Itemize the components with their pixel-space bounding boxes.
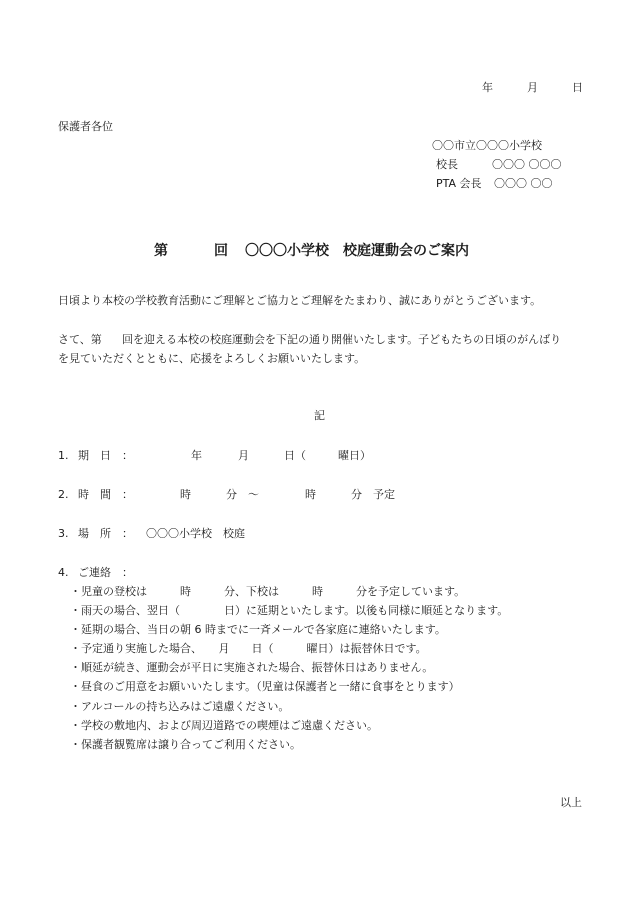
list-item: ・児童の登校は 時 分、下校は 時 分を予定しています。 [70, 585, 466, 598]
item-date-year: 年 [191, 449, 202, 462]
list-item: ・順延が続き、運動会が平日に実施された場合、振替休日はありません。 [70, 661, 434, 674]
title-dai: 第 [154, 243, 168, 259]
sender-principal-label: 校長 [436, 158, 458, 171]
sender-principal-name: 〇〇〇 〇〇〇 [492, 158, 562, 171]
list-item: ・学校の敷地内、および周辺道路での喫煙はご遠慮ください。 [70, 719, 378, 732]
sender-pta-label: PTA 会長 [436, 177, 482, 190]
item-time-yotei: 予定 [373, 488, 395, 501]
item-place-value: 〇〇〇小学校 校庭 [146, 527, 245, 540]
list-item: ・予定通り実施した場合、 月 日（ 曜日）は振替休日です。 [70, 642, 427, 655]
item-place-label: 場 所 ： [78, 527, 133, 540]
item-notes-number: 4. [58, 566, 69, 579]
page-title: 〇〇〇小学校 校庭運動会のご案内 [245, 243, 469, 259]
ki-heading: 記 [314, 409, 325, 422]
list-item: ・延期の場合、当日の朝 6 時までに一斉メールで各家庭に連絡いたします。 [70, 623, 446, 636]
item-time-label: 時 間 ： [78, 488, 133, 501]
date-month-label: 月 [527, 81, 538, 94]
sender-school: 〇〇市立〇〇〇小学校 [432, 139, 542, 152]
title-kai: 回 [214, 243, 228, 259]
list-item: ・昼食のご用意をお願いいたします。（児童は保護者と一緒に食事をとります） [70, 680, 460, 693]
item-place-number: 3. [58, 527, 69, 540]
item-date-month: 月 [238, 449, 249, 462]
date-day-label: 日 [572, 81, 583, 94]
item-time-minute-end: 分 [351, 488, 362, 501]
item-notes-label: ご連絡 ： [78, 566, 133, 579]
item-time-minute-start: 分 [226, 488, 237, 501]
item-time-hour-end: 時 [305, 488, 316, 501]
item-date-weekday: 曜日） [338, 449, 371, 462]
item-date-number: 1. [58, 449, 69, 462]
body-line2: を見ていただくとともに、応援をよろしくお願いいたします。 [58, 352, 366, 365]
date-year-label: 年 [482, 81, 493, 94]
list-item: ・アルコールの持ち込みはご遠慮ください。 [70, 700, 290, 713]
item-time-number: 2. [58, 488, 69, 501]
recipient: 保護者各位 [58, 120, 113, 133]
list-item: ・保護者観覧席は譲り合ってご利用ください。 [70, 738, 301, 751]
item-date-day: 日（ [284, 449, 306, 462]
closing-ijo: 以上 [560, 796, 582, 809]
sender-pta-name: 〇〇〇 〇〇 [494, 177, 553, 190]
body-line1-a: さて、第 [58, 333, 102, 346]
item-time-tilde: 〜 [248, 488, 259, 501]
list-item: ・雨天の場合、翌日（ 日）に延期といたします。以後も同様に順延となります。 [70, 604, 509, 617]
body-line1-b: 回を迎える本校の校庭運動会を下記の通り開催いたします。子どもたちの日頃のがんばり [122, 333, 562, 346]
item-time-hour-start: 時 [180, 488, 191, 501]
item-date-label: 期 日 ： [78, 449, 133, 462]
intro-paragraph: 日頃より本校の学校教育活動にご理解とご協力とご理解をたまわり、誠にありがとうございます。 [58, 294, 542, 307]
